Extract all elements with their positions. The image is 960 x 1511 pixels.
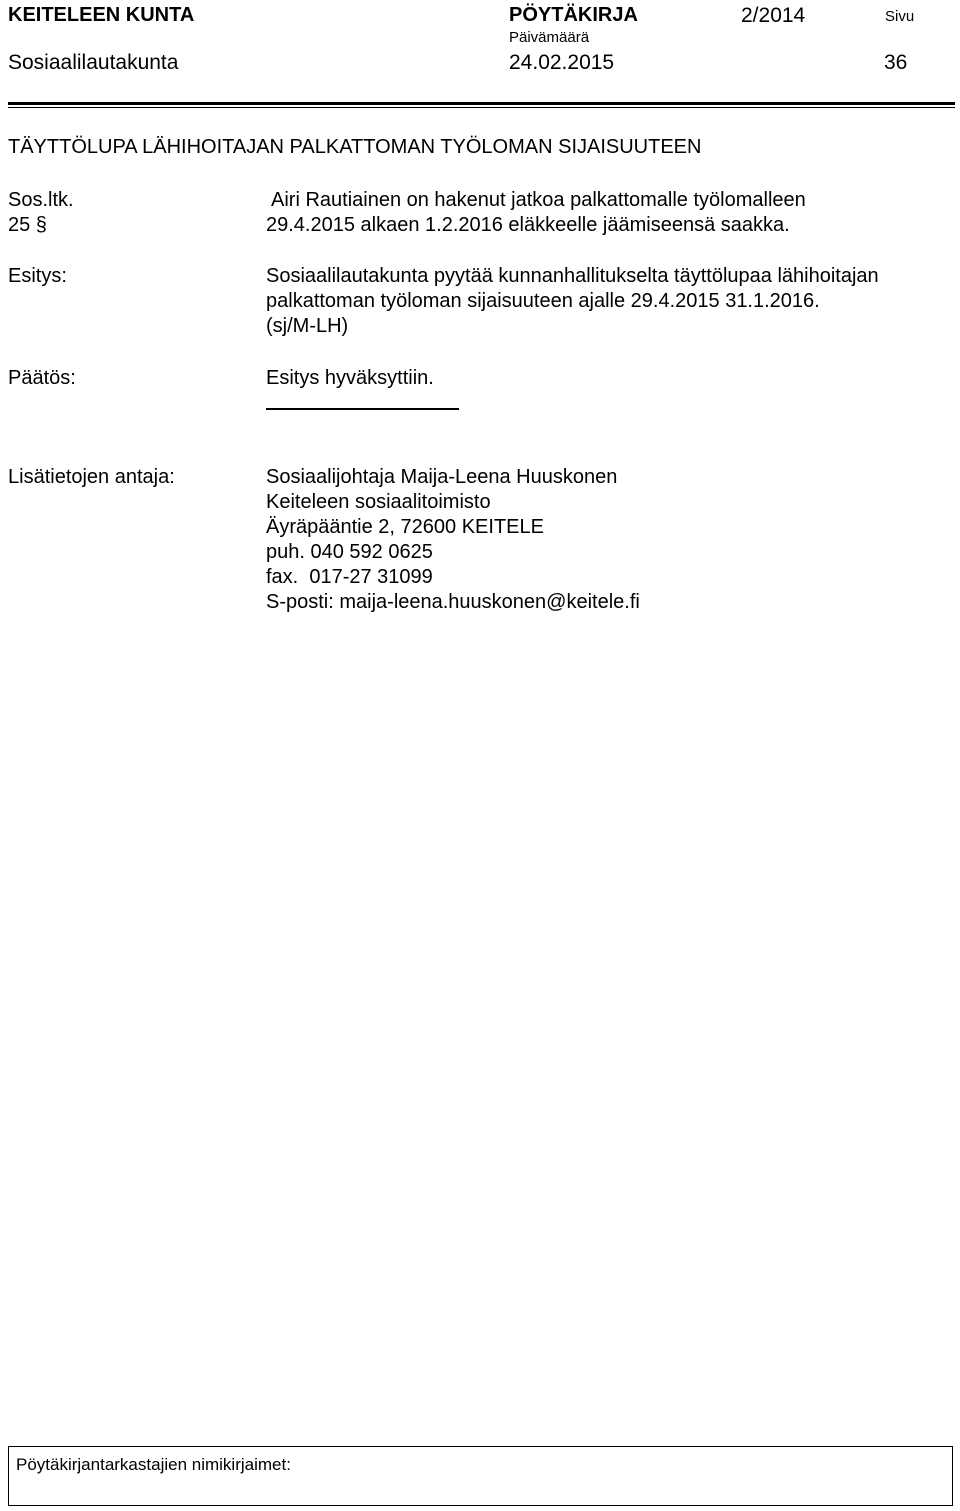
esitys-line1: Sosiaalilautakunta pyytää kunnanhallitukselta täyttölupaa lähihoitajan <box>266 265 879 287</box>
committee-name: Sosiaalilautakunta <box>8 51 179 74</box>
signature-label: Pöytäkirjantarkastajien nimikirjaimet: <box>16 1455 291 1474</box>
paatos-text: Esitys hyväksyttiin. <box>266 367 434 389</box>
meeting-date: 24.02.2015 <box>509 51 615 74</box>
contact-details <box>266 465 640 615</box>
contact-fax: fax. 017-27 31099 <box>266 566 433 588</box>
contact-name: Sosiaalijohtaja Maija-Leena Huuskonen <box>266 466 618 488</box>
esitys-text <box>266 264 879 339</box>
section-reference <box>8 188 74 238</box>
paatos-label: Päätös: <box>8 367 76 389</box>
decision-underline <box>266 408 459 410</box>
esitys-line2: palkattoman työloman sijaisuuteen ajalle 29.4.2015 31.1.2016. <box>266 290 820 312</box>
contact-phone: puh. 040 592 0625 <box>266 541 433 563</box>
page-title: TÄYTTÖLUPA LÄHIHOITAJAN PALKATTOMAN TYÖLOMAN SIJAISUUTEEN <box>8 136 702 158</box>
document-number: 2/2014 <box>741 4 806 27</box>
section-ref-line2: 25 § <box>8 214 47 236</box>
contact-label: Lisätietojen antaja: <box>8 466 175 488</box>
date-label: Päivämäärä <box>509 29 590 46</box>
section-ref-line1: Sos.ltk. <box>8 189 74 211</box>
page-label: Sivu <box>885 8 915 25</box>
intro-line2: 29.4.2015 alkaen 1.2.2016 eläkkeelle jäämiseensä saakka. <box>266 214 790 236</box>
contact-email: S-posti: maija-leena.huuskonen@keitele.fi <box>266 591 640 613</box>
municipality-name: KEITELEEN KUNTA <box>8 4 195 26</box>
page-number: 36 <box>884 51 908 74</box>
signature-box <box>8 1446 953 1506</box>
contact-address: Äyräpääntie 2, 72600 KEITELE <box>266 516 544 538</box>
section-intro <box>266 188 806 238</box>
document-type: PÖYTÄKIRJA <box>509 4 638 26</box>
esitys-line3: (sj/M-LH) <box>266 315 349 337</box>
header-rule-thick <box>8 102 955 105</box>
header-rule-thin <box>8 107 955 108</box>
contact-office: Keiteleen sosiaalitoimisto <box>266 491 491 513</box>
intro-line1: Airi Rautiainen on hakenut jatkoa palkattomalle työlomalleen <box>271 189 806 211</box>
esitys-label: Esitys: <box>8 265 67 287</box>
